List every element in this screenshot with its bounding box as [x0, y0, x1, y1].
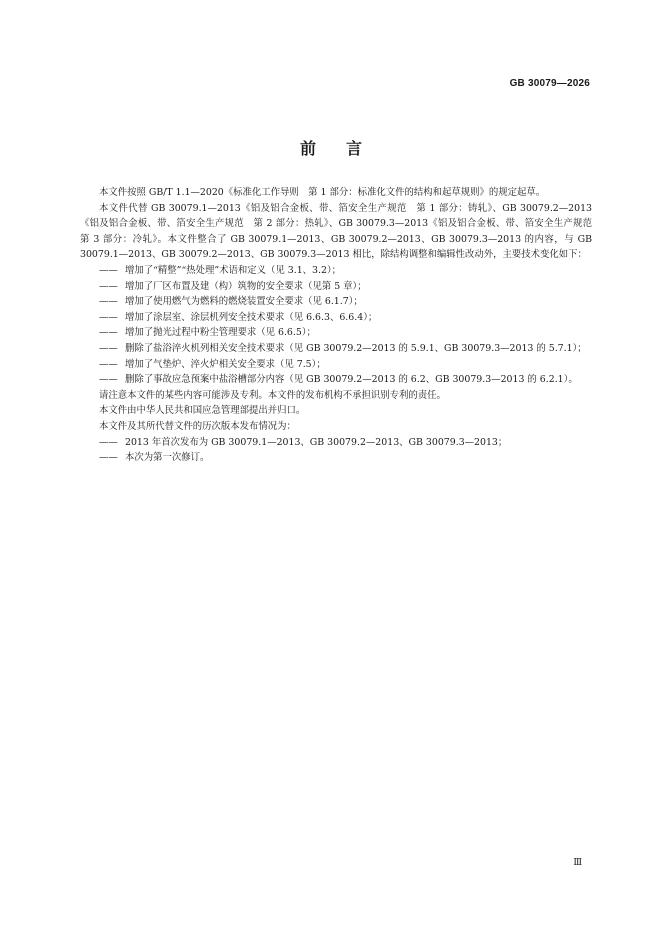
list-item — [80, 325, 592, 341]
dash-marker: —— — [99, 374, 118, 386]
list-item-text: 本次为第一次修订。 — [125, 452, 210, 464]
list-item — [80, 372, 592, 388]
list-item-text: 2013 年首次发布为 GB 30079.1—2013、GB 30079.2—2013、GB 30079.3—2013； — [125, 436, 508, 448]
proposer-statement: 本文件由中华人民共和国应急管理部提出并归口。 — [99, 405, 306, 417]
standard-code: GB 30079—2026 — [509, 78, 590, 89]
patent-notice: 请注意本文件的某些内容可能涉及专利。本文件的发布机构不承担识别专利的责任。 — [99, 389, 446, 401]
dash-marker: —— — [99, 327, 118, 339]
list-item — [80, 341, 592, 357]
dash-marker: —— — [99, 436, 118, 448]
dash-marker: —— — [99, 358, 118, 370]
list-item — [80, 310, 592, 326]
drafting-paragraph: 本文件按照 GB/T 1.1—2020《标准化工作导则 第 1 部分：标准化文件的结构和起草规则》的规定起草。 — [99, 187, 546, 198]
list-item — [80, 263, 592, 279]
page-number: Ⅲ — [573, 858, 582, 868]
list-item-text: 增加了“精整”“热处理”术语和定义（见 3.1、3.2）； — [125, 264, 342, 276]
list-item-text: 增加了气垫炉、淬火炉相关安全要求（见 7.5）； — [125, 358, 326, 370]
dash-marker: —— — [99, 342, 118, 354]
dash-marker: —— — [99, 264, 118, 276]
list-item — [80, 357, 592, 373]
list-item — [80, 294, 592, 310]
list-item — [80, 279, 592, 295]
list-item-text: 增加了厂区布置及建（构）筑物的安全要求（见第 5 章）； — [125, 280, 367, 292]
list-item-text: 删除了盐浴淬火机列相关安全技术要求（见 GB 30079.2—2013 的 5.9.1、GB 30079.3—2013 的 5.7.1）； — [125, 342, 587, 354]
list-item-text: 删除了事故应急预案中盐浴槽部分内容（见 GB 30079.2—2013 的 6.2、GB 30079.3—2013 的 6.2.1）。 — [125, 374, 578, 386]
page-title: 前言 — [299, 139, 392, 158]
list-item — [80, 450, 592, 466]
history-list — [80, 435, 592, 466]
list-item — [80, 435, 592, 451]
list-item-text: 增加了涂层室、涂层机列安全技术要求（见 6.6.3、6.6.4）； — [125, 311, 378, 323]
dash-marker: —— — [99, 296, 118, 308]
foreword-body — [80, 185, 602, 466]
list-item-text: 增加了使用燃气为燃料的燃烧装置安全要求（见 6.1.7）； — [125, 296, 363, 308]
list-item-text: 增加了抛光过程中粉尘管理要求（见 6.6.5）； — [125, 327, 316, 339]
changes-list — [80, 263, 592, 388]
dash-marker: —— — [99, 280, 118, 292]
dash-marker: —— — [99, 452, 118, 464]
history-intro: 本文件及其所代替文件的历次版本发布情况为： — [99, 420, 296, 432]
dash-marker: —— — [99, 311, 118, 323]
replacement-paragraph: 本文件代替 GB 30079.1—2013《铝及铝合金板、带、箔安全生产规范 第 1 部分：铸轧》、GB 30079.2—2013《铝及铝合金板、带、箔安全生产规范 第 2 部分：热轧》、GB 30079.3—2013《铝及铝合金板、带、箔安全生产规范 第 3 部分：冷轧》。本文件整合了 GB 30079.1—2013、GB 30079.2—2013、GB 30079.3—2013 的内容，与 GB 30079.1—2013、GB 30079.2—2013、GB 30079.3—2013 相比，除结构调整和编辑性改动外，主要技术变化如下： — [80, 202, 602, 261]
